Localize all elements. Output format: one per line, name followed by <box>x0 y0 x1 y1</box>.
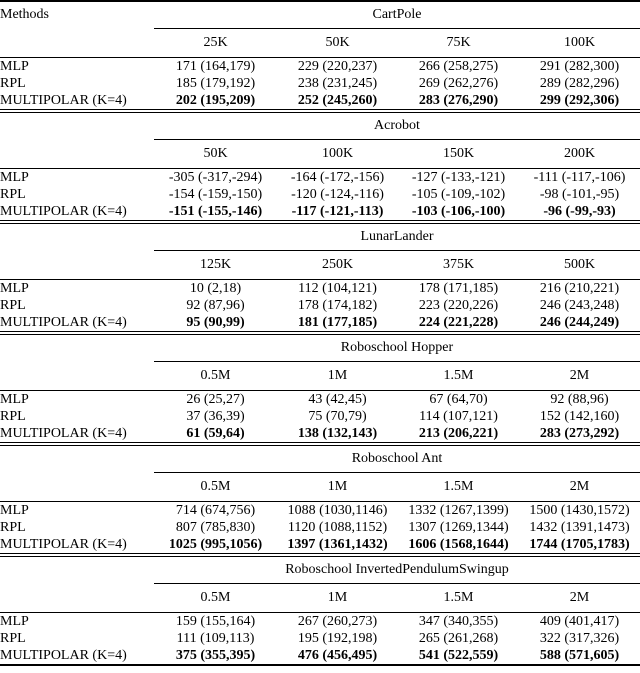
table-row <box>0 169 640 187</box>
result-cell: 92 (87,96) <box>186 298 245 313</box>
step-header-cell: 50K <box>277 29 398 58</box>
result-cell: 1088 (1030,1146) <box>277 502 398 520</box>
blank-cell <box>0 333 154 362</box>
result-cell: 202 (195,209) <box>175 93 256 108</box>
table-row <box>0 75 640 92</box>
step-header-cell: 50K <box>154 140 277 169</box>
method-name: RPL <box>0 187 26 202</box>
result-cell: 1307 (1269,1344) <box>408 520 509 535</box>
method-name: MULTIPOLAR (K=4) <box>0 93 127 108</box>
result-cell: 1397 (1361,1432) <box>287 537 388 552</box>
result-cell: 299 (292,306) <box>539 93 620 108</box>
table-row <box>0 408 640 425</box>
result-cell: 95 (90,99) <box>186 315 245 330</box>
result-cell: 67 (64,70) <box>398 391 519 409</box>
result-cell: -111 (-117,-106) <box>519 169 640 187</box>
table-row <box>0 391 640 409</box>
table-row <box>0 280 640 298</box>
table-row <box>0 536 640 555</box>
result-cell: 238 (231,245) <box>297 76 378 91</box>
steps-header-row <box>0 362 640 391</box>
steps-header-row <box>0 584 640 613</box>
environment-title: Roboschool Hopper <box>154 333 640 362</box>
step-header-cell: 100K <box>519 29 640 58</box>
steps-header-row <box>0 473 640 502</box>
result-cell: 112 (104,121) <box>277 280 398 298</box>
result-cell: 37 (36,39) <box>186 409 245 424</box>
result-cell: 43 (42,45) <box>277 391 398 409</box>
environment-title: Acrobot <box>154 111 640 140</box>
result-cell: 181 (177,185) <box>297 315 378 330</box>
result-cell: 26 (25,27) <box>154 391 277 409</box>
result-cell: 476 (456,495) <box>277 647 398 665</box>
result-cell: 322 (317,326) <box>539 631 620 646</box>
table-row <box>0 297 640 314</box>
environment-title: CartPole <box>154 1 640 29</box>
result-cell: 291 (282,300) <box>519 58 640 76</box>
result-cell: 1500 (1430,1572) <box>519 502 640 520</box>
step-header-cell: 1.5M <box>398 473 519 502</box>
step-header-cell: 1M <box>277 473 398 502</box>
blank-cell <box>0 584 154 613</box>
result-cell: 375 (355,395) <box>154 647 277 665</box>
table-row <box>0 630 640 647</box>
result-cell: 714 (674,756) <box>154 502 277 520</box>
step-header-cell: 1.5M <box>398 362 519 391</box>
table-row <box>0 519 640 536</box>
result-cell: 252 (245,260) <box>297 93 378 108</box>
env-header-row <box>0 1 640 29</box>
blank-cell <box>0 555 154 584</box>
step-header-cell: 100K <box>277 140 398 169</box>
method-name: MULTIPOLAR (K=4) <box>0 537 127 552</box>
result-cell: 178 (174,182) <box>297 298 378 313</box>
table-row <box>0 203 640 222</box>
result-cell: 265 (261,268) <box>418 631 499 646</box>
result-cell: 10 (2,18) <box>154 280 277 298</box>
step-header-cell: 2M <box>519 473 640 502</box>
result-cell: 111 (109,113) <box>176 631 255 646</box>
step-header-cell: 1.5M <box>398 584 519 613</box>
step-header-cell: 0.5M <box>154 584 277 613</box>
blank-cell <box>0 111 154 140</box>
result-cell: 246 (244,249) <box>539 315 620 330</box>
result-cell: 807 (785,830) <box>175 520 256 535</box>
table-row <box>0 613 640 631</box>
result-cell: -154 (-159,-150) <box>168 187 263 202</box>
method-name: RPL <box>0 298 26 313</box>
step-header-cell: 2M <box>519 362 640 391</box>
method-name: MULTIPOLAR (K=4) <box>0 426 127 441</box>
step-header-cell: 150K <box>398 140 519 169</box>
step-header-cell: 200K <box>519 140 640 169</box>
result-cell: 409 (401,417) <box>519 613 640 631</box>
step-header-cell: 75K <box>398 29 519 58</box>
step-header-cell: 0.5M <box>154 473 277 502</box>
result-cell: 1025 (995,1056) <box>168 537 263 552</box>
result-cell: -164 (-172,-156) <box>277 169 398 187</box>
methods-column-header: Methods <box>0 1 154 58</box>
method-name: RPL <box>0 409 26 424</box>
step-header-cell: 1M <box>277 362 398 391</box>
table-row <box>0 502 640 520</box>
result-cell: 1432 (1391,1473) <box>529 520 630 535</box>
env-header-row <box>0 333 640 362</box>
result-cell: -96 (-99,-93) <box>543 204 616 219</box>
method-name: MULTIPOLAR (K=4) <box>0 647 154 665</box>
method-name: MLP <box>0 391 154 409</box>
blank-cell <box>0 444 154 473</box>
result-cell: 152 (142,160) <box>539 409 620 424</box>
table-row <box>0 186 640 203</box>
method-name: MLP <box>0 280 154 298</box>
method-name: MLP <box>0 613 154 631</box>
step-header-cell: 2M <box>519 584 640 613</box>
step-header-cell: 375K <box>398 251 519 280</box>
result-cell: -105 (-109,-102) <box>411 187 506 202</box>
result-cell: 138 (132,143) <box>297 426 378 441</box>
env-header-row <box>0 111 640 140</box>
result-cell: 224 (221,228) <box>418 315 499 330</box>
result-cell: 213 (206,221) <box>418 426 499 441</box>
env-header-row <box>0 555 640 584</box>
method-name: MULTIPOLAR (K=4) <box>0 315 127 330</box>
result-cell: 185 (179,192) <box>175 76 256 91</box>
result-cell: 178 (171,185) <box>398 280 519 298</box>
method-name: RPL <box>0 76 26 91</box>
result-cell: 195 (192,198) <box>297 631 378 646</box>
result-cell: 1332 (1267,1399) <box>398 502 519 520</box>
env-header-row <box>0 222 640 251</box>
env-header-row <box>0 444 640 473</box>
result-cell: 61 (59,64) <box>186 426 245 441</box>
steps-header-row <box>0 140 640 169</box>
result-cell: -151 (-155,-146) <box>168 204 263 219</box>
method-name: MLP <box>0 169 154 187</box>
step-header-cell: 125K <box>154 251 277 280</box>
result-cell: 269 (262,276) <box>418 76 499 91</box>
result-cell: 347 (340,355) <box>398 613 519 631</box>
table-row <box>0 647 640 665</box>
result-cell: 92 (88,96) <box>519 391 640 409</box>
result-cell: 283 (273,292) <box>539 426 620 441</box>
result-cell: 1606 (1568,1644) <box>408 537 509 552</box>
method-name: MULTIPOLAR (K=4) <box>0 204 127 219</box>
method-name: RPL <box>0 520 26 535</box>
blank-cell <box>0 222 154 251</box>
result-cell: -305 (-317,-294) <box>154 169 277 187</box>
result-cell: 283 (276,290) <box>418 93 499 108</box>
table-row <box>0 92 640 111</box>
step-header-cell: 1M <box>277 584 398 613</box>
result-cell: -120 (-124,-116) <box>291 187 384 202</box>
blank-cell <box>0 473 154 502</box>
table-row <box>0 58 640 76</box>
table-row <box>0 314 640 333</box>
result-cell: 114 (107,121) <box>419 409 498 424</box>
environment-title: Roboschool InvertedPendulumSwingup <box>154 555 640 584</box>
result-cell: 229 (220,237) <box>277 58 398 76</box>
result-cell: 171 (164,179) <box>154 58 277 76</box>
result-cell: 159 (155,164) <box>154 613 277 631</box>
result-cell: 1120 (1088,1152) <box>287 520 388 535</box>
method-name: RPL <box>0 631 26 646</box>
blank-cell <box>0 251 154 280</box>
result-cell: 223 (220,226) <box>418 298 499 313</box>
result-cell: 289 (282,296) <box>539 76 620 91</box>
method-name: MLP <box>0 502 154 520</box>
steps-header-row <box>0 251 640 280</box>
method-name: MLP <box>0 58 154 76</box>
result-cell: -103 (-106,-100) <box>411 204 506 219</box>
step-header-cell: 250K <box>277 251 398 280</box>
environment-title: Roboschool Ant <box>154 444 640 473</box>
result-cell: -117 (-121,-113) <box>291 204 384 219</box>
step-header-cell: 0.5M <box>154 362 277 391</box>
result-cell: 266 (258,275) <box>398 58 519 76</box>
result-cell: 267 (260,273) <box>277 613 398 631</box>
result-cell: 541 (522,559) <box>398 647 519 665</box>
step-header-cell: 500K <box>519 251 640 280</box>
result-cell: 75 (70,79) <box>308 409 367 424</box>
step-header-cell: 25K <box>154 29 277 58</box>
result-cell: 216 (210,221) <box>519 280 640 298</box>
environment-title: LunarLander <box>154 222 640 251</box>
result-cell: 1744 (1705,1783) <box>529 537 630 552</box>
blank-cell <box>0 362 154 391</box>
blank-cell <box>0 140 154 169</box>
result-cell: 588 (571,605) <box>519 647 640 665</box>
result-cell: -98 (-101,-95) <box>539 187 620 202</box>
result-cell: 246 (243,248) <box>539 298 620 313</box>
result-cell: -127 (-133,-121) <box>398 169 519 187</box>
table-row <box>0 425 640 444</box>
